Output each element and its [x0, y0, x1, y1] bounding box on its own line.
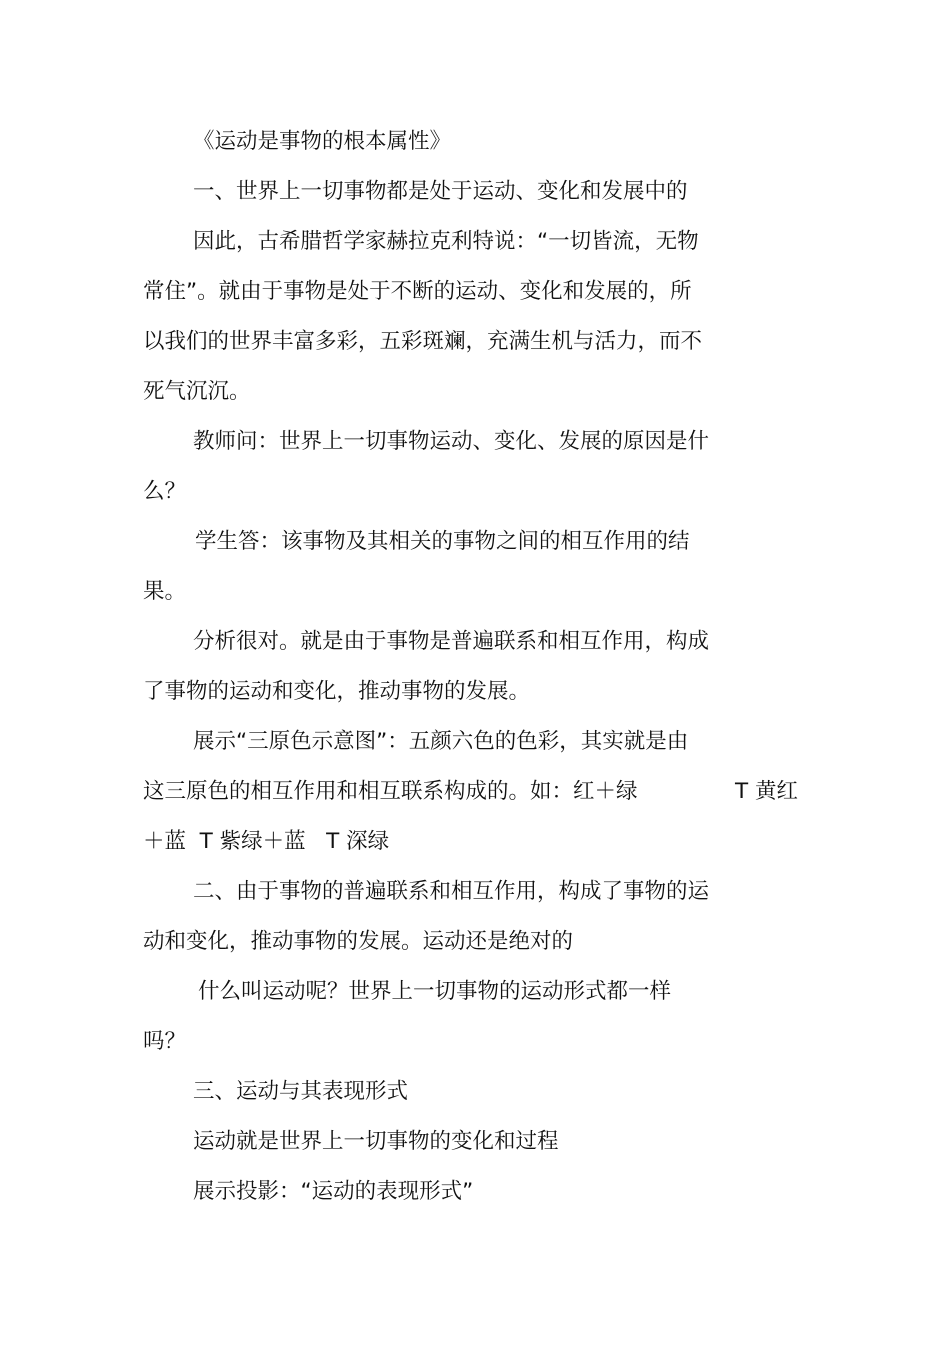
- text-line: ＋蓝 T 紫绿＋蓝 T 深绿: [143, 829, 390, 854]
- text-line: 动和变化，推动事物的发展。运动还是绝对的: [143, 929, 574, 954]
- text-line: 什么叫运动呢？世界上一切事物的运动形式都一样: [198, 979, 672, 1004]
- section-heading: 三、运动与其表现形式: [193, 1079, 409, 1104]
- text-line: 一、世界上一切事物都是处于运动、变化和发展中的: [193, 179, 688, 204]
- text-line: 展示投影：“运动的表现形式”: [193, 1179, 474, 1204]
- text-line: 分析很对。就是由于事物是普遍联系和相互作用，构成: [193, 629, 710, 654]
- text-line: 果。: [143, 579, 187, 604]
- text-line: 运动就是世界上一切事物的变化和过程: [193, 1129, 559, 1154]
- text-line: 以我们的世界丰富多彩，五彩斑斓，充满生机与活力，而不: [143, 329, 703, 354]
- text-line: 二、由于事物的普遍联系和相互作用，构成了事物的运: [193, 879, 710, 904]
- text-line: 么？: [143, 479, 187, 504]
- document-title: 《运动是事物的根本属性》: [193, 129, 452, 154]
- text-line: T 黄红: [735, 779, 798, 804]
- text-line: 了事物的运动和变化，推动事物的发展。: [143, 679, 531, 704]
- text-line: 因此，古希腊哲学家赫拉克利特说：“一切皆流，无物: [193, 229, 699, 254]
- text-line: 死气沉沉。: [143, 379, 251, 404]
- text-line: 教师问：世界上一切事物运动、变化、发展的原因是什: [193, 429, 710, 454]
- text-line: 学生答：该事物及其相关的事物之间的相互作用的结: [195, 529, 690, 554]
- text-line: 常住”。就由于事物是处于不断的运动、变化和发展的，所: [143, 279, 692, 304]
- text-line: 这三原色的相互作用和相互联系构成的。如：红＋绿: [143, 779, 638, 804]
- text-line: 吗？: [143, 1029, 187, 1054]
- text-line: 展示“三原色示意图”：五颜六色的色彩，其实就是由: [193, 729, 689, 754]
